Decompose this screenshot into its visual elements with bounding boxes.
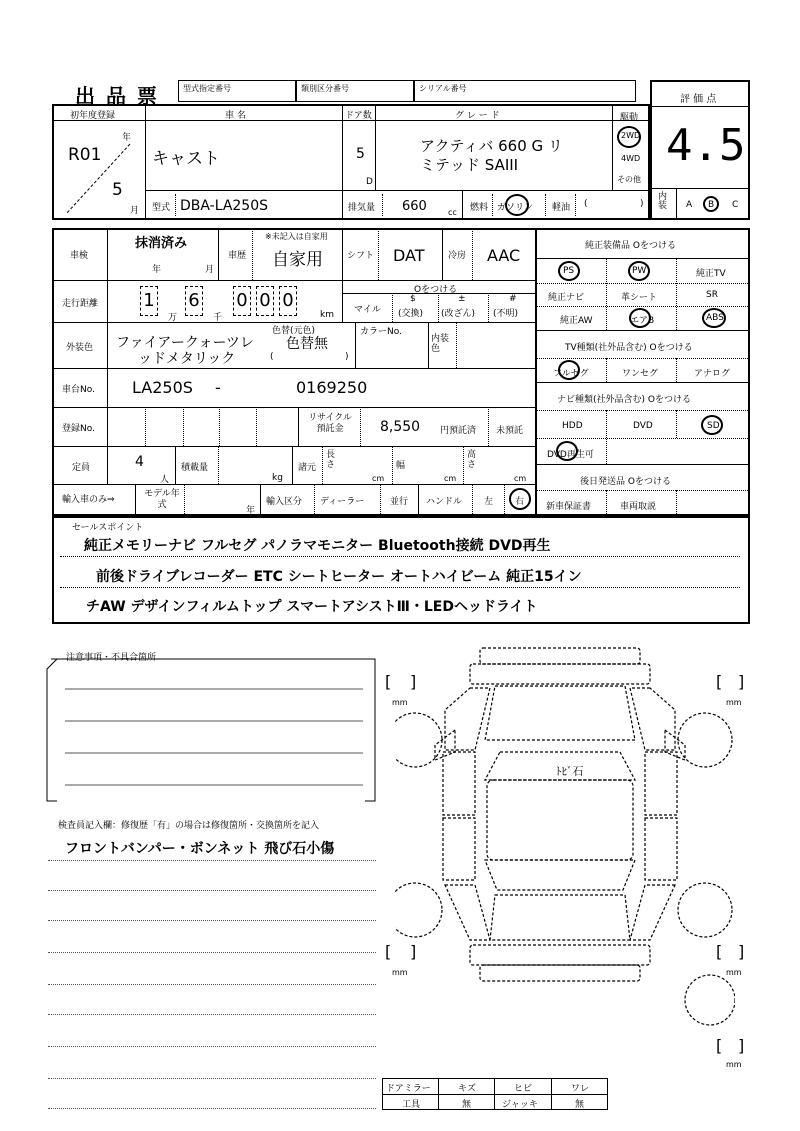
mileage-digit-2: 6: [185, 286, 203, 316]
history-note: ※未記入は自家用: [265, 232, 328, 241]
tire-bracket-rl-open: [: [385, 942, 392, 961]
model-label: 型式: [152, 203, 171, 213]
color-no-label: カラーNo.: [360, 327, 402, 337]
notes-bracket: [45, 655, 380, 805]
displacement-value: 660: [402, 199, 427, 214]
shift-label: シフト: [347, 251, 375, 261]
class-box: [296, 80, 414, 102]
length-unit: cm: [372, 474, 385, 483]
drive-2wd: 2WD: [621, 131, 641, 140]
equip-navi: 純正ナビ: [548, 293, 585, 303]
color-line1: ファイアークォーツレ: [116, 335, 254, 351]
capacity-label: 定員: [72, 463, 91, 473]
car-name: キャスト: [152, 149, 220, 169]
inspection-label: 車検: [70, 251, 89, 261]
inspector-label: 検査員記入欄：修復歴「有」の場合は修復箇所・交換箇所を記入: [58, 821, 320, 831]
sales-points-label: セールスポイント: [72, 523, 144, 533]
mileage-circle-note: Oをつける: [414, 285, 458, 295]
type-cert-label: 型式指定番号: [183, 84, 231, 93]
registration-label: 登録No.: [62, 424, 95, 434]
damage-note: ﾄﾋﾞ石: [556, 765, 584, 778]
mileage-man: 万: [168, 313, 178, 323]
fuel-paren-close: ): [640, 199, 644, 209]
sales-point-line-3: チAW デザインフィルムトップ スマートアシストⅢ・LEDヘッドライト: [86, 599, 538, 615]
repaint-value: 色替無: [286, 336, 328, 352]
color-line2: ッドメタリック: [138, 351, 236, 367]
mileage-opt2-symbol: ±: [458, 294, 466, 304]
tv-oneseg: ワンセグ: [622, 369, 659, 379]
import-label: 輸入車のみ⇒: [62, 495, 115, 505]
tire-bracket-fl-close: ]: [410, 672, 417, 691]
era-year: R01: [68, 145, 102, 165]
docs-warranty: 新車保証書: [546, 502, 592, 512]
fuel-paren: (: [584, 199, 588, 209]
equip-abs: ABS: [706, 313, 724, 323]
equip-leather: 革シート: [621, 293, 658, 303]
equipment-title: 純正装備品 Oをつける: [585, 241, 676, 251]
car-name-label: 車 名: [225, 111, 246, 121]
tire-bracket-spare-open: [: [716, 1036, 723, 1055]
fuel-label: 燃料: [470, 203, 489, 213]
tv-title: TV種類(社外品含む) Oをつける: [565, 343, 693, 353]
equip-ps: PS: [563, 266, 575, 276]
navi-hdd: HDD: [562, 421, 583, 431]
legend-header-2: キズ: [458, 1084, 476, 1094]
grade-label: グ レ ー ド: [455, 111, 500, 121]
tv-analog: アナログ: [694, 369, 731, 379]
drive-other: その他: [617, 175, 641, 184]
width-label: 幅: [396, 461, 406, 471]
tire-unit-fl: mm: [392, 698, 408, 707]
capacity-unit: 人: [160, 475, 170, 485]
doors-label: ドア数: [345, 111, 372, 121]
mileage-opt3-symbol: #: [509, 294, 517, 304]
load-unit: kg: [272, 473, 283, 483]
import-parallel: 並行: [390, 497, 409, 507]
mileage-digit-1: 1: [140, 286, 158, 316]
tire-bracket-fr-close: ]: [738, 672, 745, 691]
inspection-value: 抹消済み: [135, 236, 188, 251]
import-class-label: 輸入区分: [266, 497, 303, 507]
width-unit: cm: [444, 474, 457, 483]
grade-points-label: 評 価 点: [680, 94, 717, 105]
tire-bracket-rr-close: ]: [738, 942, 745, 961]
chassis-number: 0169250: [296, 378, 368, 397]
mileage-digit-3: 0: [233, 286, 251, 316]
docs-title: 後日発送品 Oをつける: [580, 477, 671, 487]
handle-right: 右: [515, 497, 525, 507]
repaint-label: 色替(元色): [272, 326, 316, 336]
interior-b: B: [708, 200, 715, 210]
navi-sd: SD: [707, 421, 720, 431]
legend-header-4: ワレ: [571, 1084, 590, 1094]
model-year-unit: 年: [246, 506, 256, 516]
import-dealer: ディーラー: [320, 497, 365, 507]
serial-box: [414, 80, 636, 102]
serial-label: シリアル番号: [419, 84, 467, 93]
month-unit: 月: [130, 206, 140, 216]
navi-title: ナビ種類(社外品含む) Oをつける: [557, 395, 691, 405]
interior-c: C: [732, 200, 739, 210]
sales-point-line-2: 前後ドライブレコーダー ETC シートヒーター オートハイビーム 純正15イン: [96, 569, 582, 585]
doors-value: 5: [356, 146, 365, 162]
grade-line2: ミテッド SAIII: [420, 156, 519, 174]
mileage-km: km: [320, 310, 334, 320]
recycle-label: リサイクル預託金: [308, 413, 352, 434]
interior-a: A: [686, 200, 693, 210]
reg-month: 5: [112, 180, 123, 200]
ac-value: AAC: [487, 246, 521, 265]
length-label: 長さ: [326, 450, 336, 470]
repaint-paren-close: ): [345, 352, 349, 362]
mileage-digit-4: 0: [256, 286, 274, 316]
height-unit: cm: [514, 474, 527, 483]
repaint-paren-open: (: [270, 352, 274, 362]
legend-row-1: 工具: [402, 1100, 421, 1110]
navi-dvd-play: DVD再生可: [547, 450, 594, 460]
class-label: 類別区分番号: [301, 84, 349, 93]
tire-bracket-rl-close: ]: [410, 942, 417, 961]
date-slash: [60, 140, 140, 220]
history-value: 自家用: [272, 250, 323, 270]
tire-bracket-fr-open: [: [716, 672, 723, 691]
recycle-unit: 円預託済: [440, 426, 477, 436]
drive-4wd: 4WD: [621, 154, 641, 163]
handle-left: 左: [484, 497, 494, 507]
tv-fullseg: フルセグ: [553, 369, 589, 379]
legend-row-4: 無: [575, 1100, 585, 1110]
displacement-unit: cc: [448, 208, 457, 217]
capacity-value: 4: [135, 454, 144, 470]
tire-unit-rl: mm: [392, 968, 408, 977]
legend-header-1: ドアミラー: [386, 1084, 431, 1094]
tire-unit-rr: mm: [726, 968, 742, 977]
docs-manual: 車両取説: [620, 502, 657, 512]
legend-row-2: 無: [462, 1100, 472, 1110]
model-year-label: モデル年式: [144, 489, 180, 510]
mileage-opt2: (改ざん): [441, 309, 476, 319]
history-label: 車歴: [228, 251, 247, 261]
equip-airbag: エアB: [630, 316, 655, 326]
legend-row-3: ジャッキ: [502, 1100, 538, 1110]
fuel-gas: ガソリン: [497, 203, 534, 213]
tire-unit-spare: mm: [726, 1060, 742, 1069]
equip-sr: SR: [706, 290, 718, 300]
inspection-year: 年: [152, 265, 162, 275]
chassis-dash: -: [215, 378, 221, 397]
mileage-opt1-symbol: $: [410, 294, 416, 304]
model-value: DBA-LA250S: [180, 198, 269, 214]
color-label: 外装色: [66, 343, 94, 353]
equip-tv: 純正TV: [696, 269, 726, 279]
form-title: 出 品 票: [75, 84, 159, 108]
mileage-opt3: (不明): [493, 309, 519, 319]
chassis-label: 車台No.: [62, 385, 95, 395]
load-label: 積載量: [181, 463, 209, 473]
interior-label: 内装: [658, 192, 668, 211]
first-reg-label: 初年度登録: [70, 111, 116, 121]
legend-header-3: ヒビ: [514, 1084, 533, 1094]
notes-label: 注意事項・不具合箇所: [66, 653, 157, 663]
inspection-month: 月: [205, 265, 215, 275]
tire-unit-fr: mm: [726, 698, 742, 707]
doors-unit: D: [366, 177, 373, 187]
interior-color-label: 内装色: [431, 334, 450, 354]
tire-bracket-fl-open: [: [385, 672, 392, 691]
chassis-prefix: LA250S: [132, 378, 193, 397]
mileage-opt1: (交換): [398, 309, 424, 319]
recycle-amount: 8,550: [380, 419, 421, 435]
mileage-label: 走行距離: [62, 299, 99, 309]
shift-value: DAT: [393, 246, 425, 265]
drive-label: 駆動: [620, 113, 639, 123]
navi-dvd: DVD: [633, 421, 653, 431]
mileage-sen: 千: [213, 313, 223, 323]
type-cert-box: [178, 80, 296, 102]
ac-label: 冷房: [448, 251, 467, 261]
year-unit: 年: [122, 133, 132, 143]
car-damage-diagram: [395, 640, 735, 1070]
equip-aw: 純正AW: [560, 316, 593, 326]
mileage-digit-5: 0: [279, 286, 297, 316]
height-label: 高さ: [467, 450, 477, 470]
dims-label: 諸元: [298, 463, 317, 473]
handle-label: ハンドル: [426, 497, 463, 507]
equip-pw: PW: [632, 266, 647, 276]
grade-line1: アクティバ 660 G リ: [420, 137, 563, 155]
mileage-mile: マイル: [354, 305, 381, 315]
sales-point-line-1: 純正メモリーナビ フルセグ パノラマモニター Bluetooth接続 DVD再生: [84, 538, 551, 554]
tire-bracket-rr-open: [: [716, 942, 723, 961]
fuel-light: 軽油: [552, 203, 571, 213]
tire-bracket-spare-close: ]: [738, 1036, 745, 1055]
grade-points-box: [650, 80, 750, 220]
recycle-none: 未預託: [496, 426, 524, 436]
inspector-comment: フロントバンパー・ボンネット 飛び石小傷: [65, 841, 335, 857]
grade-points-value: 4.5: [666, 120, 746, 171]
displacement-label: 排気量: [348, 203, 376, 213]
